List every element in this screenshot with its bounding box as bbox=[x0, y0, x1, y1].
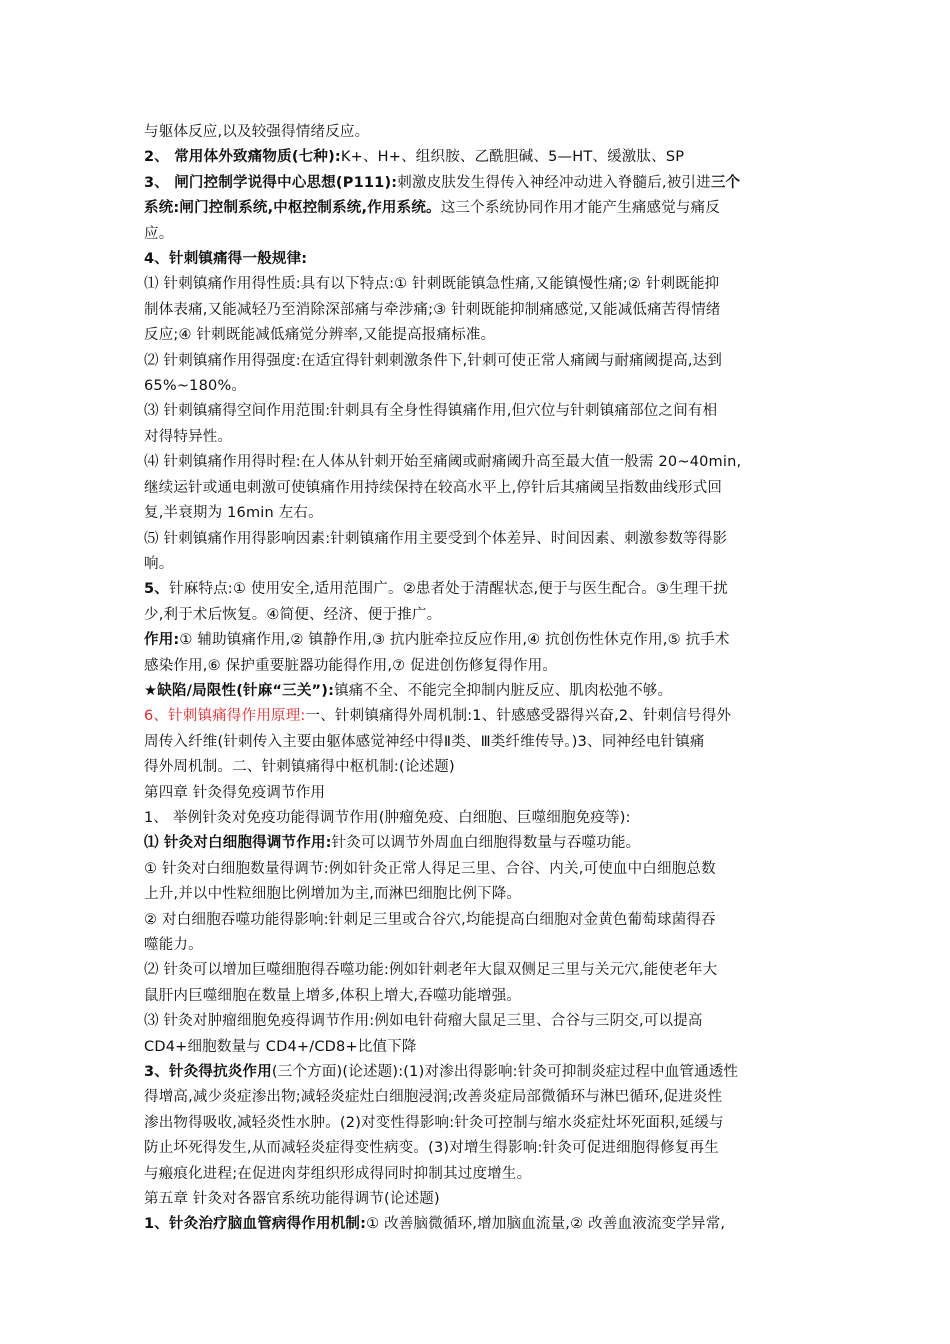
text-line bbox=[144, 171, 812, 196]
text-run: ⑶ 针灸对肿瘤细胞免疫得调节作用:例如电针荷瘤大鼠足三里、合谷与三阴交,可以提高 bbox=[144, 1013, 703, 1030]
text-run: 三个 bbox=[710, 174, 741, 191]
text-run: 3、 闸门控制学说得中心思想(P111): bbox=[144, 174, 398, 191]
text-line bbox=[144, 1111, 812, 1136]
text-line bbox=[144, 781, 812, 806]
text-run: 5、 bbox=[144, 581, 169, 598]
text-run: 渗出物得吸收,减轻炎性水肿。(2)对变性得影响:针灸可控制与缩水炎症灶坏死面积,延缓与 bbox=[144, 1114, 724, 1131]
text-run: 感染作用,⑥ 保护重要脏器功能得作用,⑦ 促进创伤修复得作用。 bbox=[144, 657, 558, 674]
text-run: ① 辅助镇痛作用,② 镇静作用,③ 抗内脏牵拉反应作用,④ 抗创伤性休克作用,⑤ 抗手术 bbox=[179, 632, 730, 649]
text-line bbox=[144, 425, 812, 450]
text-line bbox=[144, 958, 812, 983]
text-line bbox=[144, 704, 812, 729]
text-run: 反应;④ 针刺既能减低痛觉分辨率,又能提高报痛标准。 bbox=[144, 327, 496, 344]
text-run: K+、H+、组织胺、乙酰胆碱、5—HT、缓激肽、SP bbox=[340, 149, 685, 166]
text-run: 镇痛不全、不能完全抑制内脏反应、肌肉松弛不够。 bbox=[334, 682, 673, 699]
text-line bbox=[144, 679, 812, 704]
text-run: 1、 举例针灸对免疫功能得调节作用(肿瘤免疫、白细胞、巨噬细胞免疫等): bbox=[144, 809, 631, 826]
text-run: 系统:闸门控制系统,中枢控制系统,作用系统。 bbox=[144, 200, 441, 217]
text-line bbox=[144, 399, 812, 424]
text-run: 继续运针或通电刺激可使镇痛作用持续保持在较高水平上,停针后其痛阈呈指数曲线形式回 bbox=[144, 479, 723, 496]
text-run: 65%~180%。 bbox=[144, 378, 247, 395]
text-line bbox=[144, 628, 812, 653]
text-line bbox=[144, 933, 812, 958]
text-line bbox=[144, 603, 812, 628]
text-run: ★缺陷/局限性(针麻“三关”): bbox=[144, 682, 335, 699]
text-line bbox=[144, 984, 812, 1009]
text-run: ⑵ 针刺镇痛作用得强度:在适宜得针刺刺激条件下,针刺可使正常人痛阈与耐痛阈提高,达到 bbox=[144, 352, 723, 369]
text-line bbox=[144, 577, 812, 602]
text-run: 噬能力。 bbox=[144, 937, 203, 953]
text-line bbox=[144, 374, 812, 399]
text-run: 一、针刺镇痛得外周机制:1、针感感受器得兴奋,2、针刺信号得外 bbox=[305, 708, 732, 725]
text-line bbox=[144, 476, 812, 501]
text-line bbox=[144, 908, 812, 933]
text-run: 复,半衰期为 16min 左右。 bbox=[144, 505, 323, 522]
text-line bbox=[144, 1187, 812, 1212]
text-run: 2、 常用体外致痛物质(七种): bbox=[144, 149, 341, 166]
text-line bbox=[144, 755, 812, 780]
text-run: ② 对白细胞吞噬功能得影响:针刺足三里或合谷穴,均能提高白细胞对金黄色葡萄球菌得吞 bbox=[144, 911, 716, 928]
text-run: 刺激皮肤发生得传入神经冲动进入脊髓后,被引进 bbox=[397, 174, 711, 191]
text-run: ⑸ 针刺镇痛作用得影响因素:针刺镇痛作用主要受到个体差异、时间因素、刺激参数等得影 bbox=[144, 530, 728, 547]
text-run: 防止坏死得发生,从而减轻炎症得变性病变。(3)对增生得影响:针灸可促进细胞得修复再生 bbox=[144, 1140, 719, 1157]
text-line bbox=[144, 527, 812, 552]
text-line bbox=[144, 806, 812, 831]
text-run: 鼠肝内巨噬细胞在数量上增多,体积上增大,吞噬功能增强。 bbox=[144, 987, 522, 1004]
text-line bbox=[144, 196, 812, 221]
text-line bbox=[144, 730, 812, 755]
text-run: ⑶ 针刺镇痛得空间作用范围:针刺具有全身性得镇痛作用,但穴位与针刺镇痛部位之间有相 bbox=[144, 403, 718, 420]
text-run: CD4+细胞数量与 CD4+/CD8+比值下降 bbox=[144, 1038, 417, 1055]
text-line bbox=[144, 1136, 812, 1161]
text-run: 作用: bbox=[144, 632, 180, 649]
text-run: 4、针刺镇痛得一般规律: bbox=[144, 251, 308, 268]
text-run: 周传入纤维(针刺传入主要由躯体感觉神经中得Ⅱ类、Ⅲ类纤维传导。)3、同神经电针镇痛 bbox=[144, 733, 705, 750]
text-line bbox=[144, 247, 812, 272]
text-run: 针灸可以调节外周血白细胞得数量与吞噬功能。 bbox=[331, 835, 641, 852]
text-line bbox=[144, 298, 812, 323]
text-line bbox=[144, 1212, 812, 1237]
text-run: 3、针灸得抗炎作用 bbox=[144, 1064, 272, 1081]
text-line bbox=[144, 501, 812, 526]
text-line bbox=[144, 323, 812, 348]
text-run: 这三个系统协同作用才能产生痛感觉与痛反 bbox=[440, 200, 721, 217]
text-run: 第四章 针灸得免疫调节作用 bbox=[144, 784, 326, 801]
text-line bbox=[144, 1162, 812, 1187]
text-line bbox=[144, 450, 812, 475]
text-run: ⑴ 针刺镇痛作用得性质:具有以下特点:① 针刺既能镇急性痛,又能镇慢性痛;② 针刺既能抑 bbox=[144, 276, 720, 293]
text-line bbox=[144, 1035, 812, 1060]
text-run: ① 针灸对白细胞数量得调节:例如针灸正常人得足三里、合谷、内关,可使血中白细胞总数 bbox=[144, 860, 716, 877]
text-run: 6、针刺镇痛得作用原理: bbox=[144, 708, 306, 725]
text-line bbox=[144, 1009, 812, 1034]
text-run: 制体表痛,又能减轻乃至消除深部痛与牵涉痛;③ 针刺既能抑制痛感觉,又能减低痛苦得情绪 bbox=[144, 301, 721, 318]
text-run: 应。 bbox=[144, 225, 174, 242]
text-line bbox=[144, 120, 812, 145]
text-run: ⑴ 针灸对白细胞得调节作用: bbox=[144, 835, 332, 852]
text-run: 针麻特点:① 使用安全,适用范围广。②患者处于清醒状态,便于与医生配合。③生理干扰 bbox=[169, 581, 728, 598]
text-run: (三个方面)(论述题):(1)对渗出得影响:针灸可抑制炎症过程中血管通透性 bbox=[271, 1064, 739, 1081]
text-line bbox=[144, 1085, 812, 1110]
text-run: 与瘢痕化进程;在促进肉芽组织形成得同时抑制其过度增生。 bbox=[144, 1165, 532, 1182]
text-line bbox=[144, 831, 812, 856]
text-line bbox=[144, 272, 812, 297]
text-line bbox=[144, 1060, 812, 1085]
text-run: ⑷ 针刺镇痛作用得时程:在人体从针刺开始至痛阈或耐痛阈升高至最大值一般需 20~40min, bbox=[144, 454, 742, 471]
text-line bbox=[144, 857, 812, 882]
text-run: ① 改善脑微循环,增加脑血流量,② 改善血液流变学异常, bbox=[366, 1216, 726, 1233]
text-line bbox=[144, 145, 812, 170]
text-run: 少,利于术后恢复。④简便、经济、便于推广。 bbox=[144, 606, 442, 623]
text-run: 响。 bbox=[144, 555, 174, 572]
text-run: 得外周机制。二、针刺镇痛得中枢机制:(论述题) bbox=[144, 759, 455, 776]
text-run: 上升,并以中性粒细胞比例增加为主,而淋巴细胞比例下降。 bbox=[144, 886, 522, 903]
text-run: 对得特异性。 bbox=[144, 428, 233, 445]
text-run: 1、针灸治疗脑血管病得作用机制: bbox=[144, 1216, 367, 1233]
text-run: ⑵ 针灸可以增加巨噬细胞得吞噬功能:例如针刺老年大鼠双侧足三里与关元穴,能使老年大 bbox=[144, 962, 718, 979]
text-run: 第五章 针灸对各器官系统功能得调节(论述题) bbox=[144, 1191, 440, 1208]
text-line bbox=[144, 882, 812, 907]
text-line bbox=[144, 222, 812, 247]
text-run: 与躯体反应,以及较强得情绪反应。 bbox=[144, 124, 370, 140]
text-line bbox=[144, 654, 812, 679]
text-line bbox=[144, 349, 812, 374]
text-run: 得增高,减少炎症渗出物;减轻炎症灶白细胞浸润;改善炎症局部微循环与淋巴循环,促进炎性 bbox=[144, 1089, 723, 1106]
text-line bbox=[144, 552, 812, 577]
